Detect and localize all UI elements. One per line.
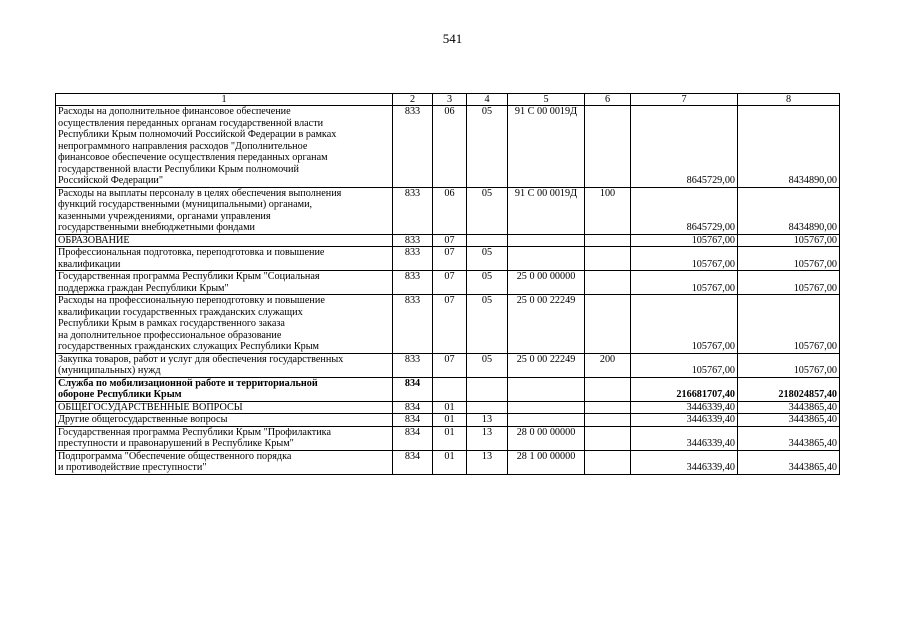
- row-name-cell: Государственная программа Республики Крым "Социальная поддержка граждан Республики Крым": [56, 271, 393, 295]
- row-subsection-cell: [467, 234, 508, 247]
- row-amount-year2-cell: 3443865,40: [738, 426, 840, 450]
- row-name-cell: Другие общегосударственные вопросы: [56, 414, 393, 427]
- row-expense-type-cell: [585, 414, 631, 427]
- row-subsection-cell: 05: [467, 187, 508, 234]
- header-cell: 5: [508, 94, 585, 106]
- row-amount-year1-cell: 105767,00: [631, 295, 738, 354]
- table-row: [56, 247, 840, 271]
- header-cell: 1: [56, 94, 393, 106]
- row-admin-code-cell: 833: [393, 247, 433, 271]
- row-target-item-cell: [508, 414, 585, 427]
- row-expense-type-cell: [585, 426, 631, 450]
- row-expense-type-cell: [585, 271, 631, 295]
- row-admin-code-cell: 834: [393, 414, 433, 427]
- row-admin-code-cell: 833: [393, 106, 433, 188]
- row-amount-year2-cell: 3443865,40: [738, 414, 840, 427]
- row-section-cell: 01: [433, 401, 467, 414]
- row-expense-type-cell: [585, 295, 631, 354]
- row-section-cell: 06: [433, 187, 467, 234]
- row-subsection-cell: 05: [467, 271, 508, 295]
- row-amount-year2-cell: 3443865,40: [738, 401, 840, 414]
- row-amount-year2-cell: 3443865,40: [738, 450, 840, 474]
- row-section-cell: 01: [433, 426, 467, 450]
- header-cell: 3: [433, 94, 467, 106]
- row-section-cell: 06: [433, 106, 467, 188]
- row-amount-year2-cell: 105767,00: [738, 295, 840, 354]
- row-expense-type-cell: [585, 106, 631, 188]
- table-row: [56, 187, 840, 234]
- row-amount-year1-cell: 8645729,00: [631, 187, 738, 234]
- row-amount-year2-cell: 105767,00: [738, 247, 840, 271]
- row-target-item-cell: [508, 401, 585, 414]
- row-section-cell: 07: [433, 295, 467, 354]
- row-target-item-cell: 91 С 00 0019Д: [508, 187, 585, 234]
- row-admin-code-cell: 833: [393, 295, 433, 354]
- row-amount-year1-cell: 105767,00: [631, 247, 738, 271]
- row-target-item-cell: [508, 247, 585, 271]
- header-row: [56, 94, 840, 106]
- row-amount-year1-cell: 105767,00: [631, 234, 738, 247]
- row-subsection-cell: 05: [467, 247, 508, 271]
- row-expense-type-cell: [585, 247, 631, 271]
- row-section-cell: 07: [433, 247, 467, 271]
- row-admin-code-cell: 833: [393, 271, 433, 295]
- row-amount-year1-cell: 3446339,40: [631, 414, 738, 427]
- budget-table: [55, 93, 840, 475]
- row-name-cell: ОБЩЕГОСУДАРСТВЕННЫЕ ВОПРОСЫ: [56, 401, 393, 414]
- row-admin-code-cell: 833: [393, 187, 433, 234]
- table-row: [56, 271, 840, 295]
- row-subsection-cell: 13: [467, 426, 508, 450]
- table-row: [56, 295, 840, 354]
- row-target-item-cell: 25 0 00 00000: [508, 271, 585, 295]
- table-row: [56, 426, 840, 450]
- row-section-cell: 01: [433, 414, 467, 427]
- row-expense-type-cell: [585, 401, 631, 414]
- row-amount-year1-cell: 3446339,40: [631, 401, 738, 414]
- row-subsection-cell: 13: [467, 450, 508, 474]
- table-row: [56, 377, 840, 401]
- row-subsection-cell: [467, 401, 508, 414]
- row-target-item-cell: 25 0 00 22249: [508, 295, 585, 354]
- row-amount-year1-cell: 105767,00: [631, 353, 738, 377]
- table-row: [56, 353, 840, 377]
- row-admin-code-cell: 834: [393, 401, 433, 414]
- row-name-cell: Расходы на профессиональную переподготовку и повышение квалификации государственных гражданских служащих Республики Крым в рамках государственного заказа на дополнительное профессиональное образование государственных гражданских служащих Республики Крым: [56, 295, 393, 354]
- row-expense-type-cell: 100: [585, 187, 631, 234]
- page-number: 541: [442, 31, 463, 46]
- row-target-item-cell: 25 0 00 22249: [508, 353, 585, 377]
- row-subsection-cell: 13: [467, 414, 508, 427]
- row-name-cell: Подпрограмма "Обеспечение общественного порядка и противодействие преступности": [56, 450, 393, 474]
- row-admin-code-cell: 834: [393, 426, 433, 450]
- row-target-item-cell: [508, 377, 585, 401]
- row-section-cell: 07: [433, 271, 467, 295]
- row-amount-year1-cell: 3446339,40: [631, 426, 738, 450]
- row-subsection-cell: [467, 377, 508, 401]
- row-amount-year2-cell: 218024857,40: [738, 377, 840, 401]
- table-row: [56, 106, 840, 188]
- row-name-cell: ОБРАЗОВАНИЕ: [56, 234, 393, 247]
- row-expense-type-cell: 200: [585, 353, 631, 377]
- row-name-cell: Служба по мобилизационной работе и территориальной обороне Республики Крым: [56, 377, 393, 401]
- row-subsection-cell: 05: [467, 353, 508, 377]
- row-admin-code-cell: 833: [393, 234, 433, 247]
- header-cell: 8: [738, 94, 840, 106]
- row-subsection-cell: 05: [467, 106, 508, 188]
- table-row: [56, 401, 840, 414]
- header-cell: 7: [631, 94, 738, 106]
- row-amount-year2-cell: 105767,00: [738, 271, 840, 295]
- row-target-item-cell: [508, 234, 585, 247]
- row-amount-year2-cell: 105767,00: [738, 234, 840, 247]
- row-amount-year1-cell: 8645729,00: [631, 106, 738, 188]
- row-amount-year1-cell: 216681707,40: [631, 377, 738, 401]
- row-admin-code-cell: 833: [393, 353, 433, 377]
- header-cell: 2: [393, 94, 433, 106]
- row-expense-type-cell: [585, 450, 631, 474]
- row-amount-year1-cell: 3446339,40: [631, 450, 738, 474]
- row-amount-year2-cell: 105767,00: [738, 353, 840, 377]
- row-name-cell: Расходы на выплаты персоналу в целях обеспечения выполнения функций государственными (муниципальными) органами, казенными учреждениями, органами управления государственными внебюджетными фондами: [56, 187, 393, 234]
- row-name-cell: Профессиональная подготовка, переподготовка и повышение квалификации: [56, 247, 393, 271]
- table-row: [56, 450, 840, 474]
- row-amount-year2-cell: 8434890,00: [738, 106, 840, 188]
- row-admin-code-cell: 834: [393, 377, 433, 401]
- row-admin-code-cell: 834: [393, 450, 433, 474]
- row-expense-type-cell: [585, 234, 631, 247]
- row-section-cell: 07: [433, 353, 467, 377]
- row-amount-year1-cell: 105767,00: [631, 271, 738, 295]
- table-row: [56, 414, 840, 427]
- row-target-item-cell: 91 С 00 0019Д: [508, 106, 585, 188]
- row-amount-year2-cell: 8434890,00: [738, 187, 840, 234]
- header-cell: 6: [585, 94, 631, 106]
- table-body: [56, 94, 840, 475]
- header-cell: 4: [467, 94, 508, 106]
- row-name-cell: Расходы на дополнительное финансовое обеспечение осуществления переданных органам государственной власти Республики Крым полномочий Российской Федерации в рамках непрограммного направления расходов "Дополнительное финансовое обеспечение осуществления переданных органам государственной власти Республики Крым полномочий Российской Федерации": [56, 106, 393, 188]
- row-name-cell: Государственная программа Республики Крым "Профилактика преступности и правонарушений в Республике Крым": [56, 426, 393, 450]
- row-section-cell: 07: [433, 234, 467, 247]
- row-name-cell: Закупка товаров, работ и услуг для обеспечения государственных (муниципальных) нужд: [56, 353, 393, 377]
- row-subsection-cell: 05: [467, 295, 508, 354]
- table-row: [56, 234, 840, 247]
- row-section-cell: 01: [433, 450, 467, 474]
- row-target-item-cell: 28 1 00 00000: [508, 450, 585, 474]
- row-expense-type-cell: [585, 377, 631, 401]
- row-target-item-cell: 28 0 00 00000: [508, 426, 585, 450]
- row-section-cell: [433, 377, 467, 401]
